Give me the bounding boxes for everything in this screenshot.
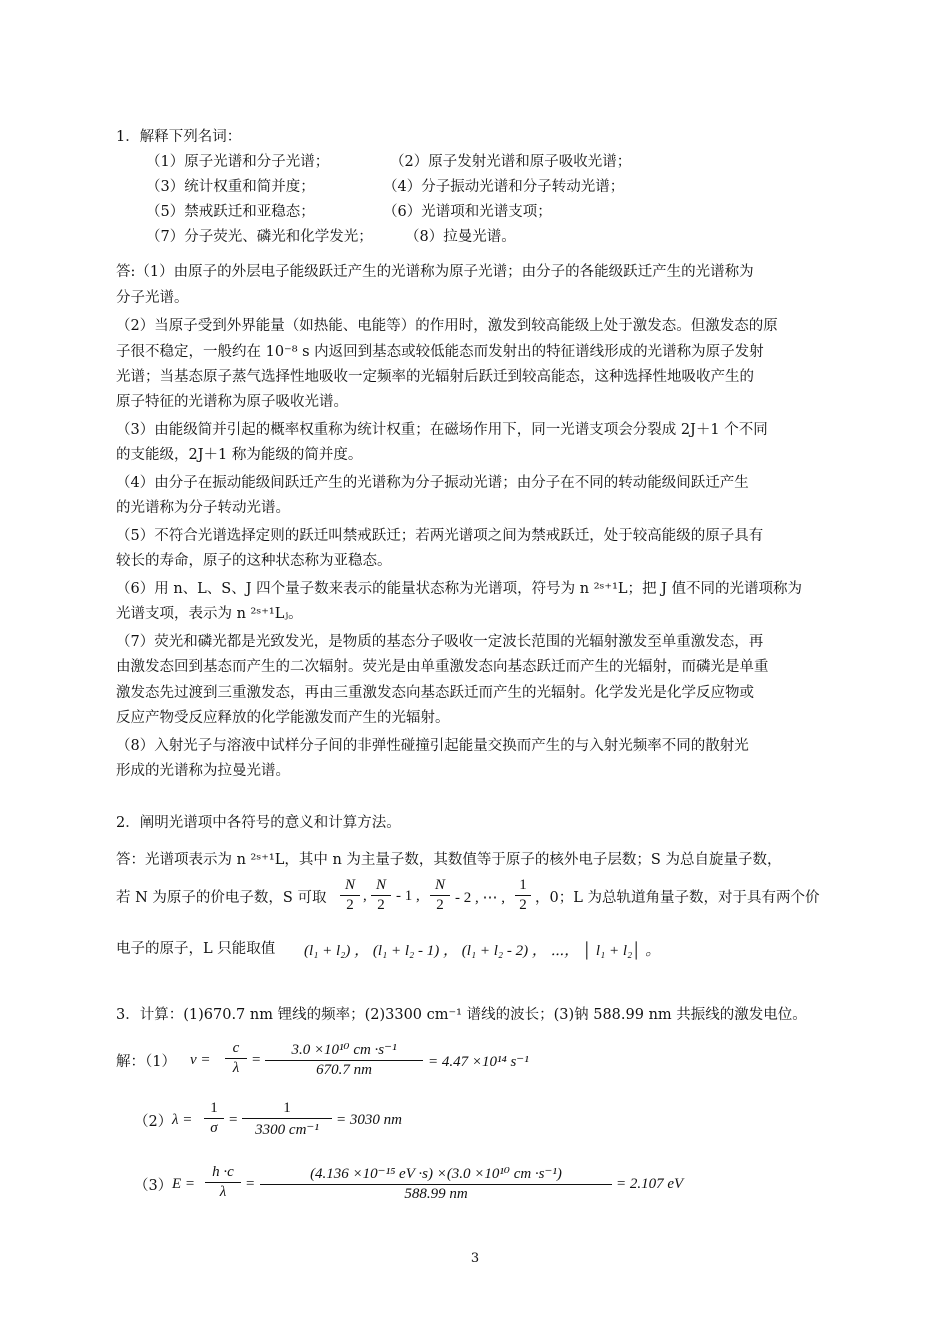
answer-line: （2）当原子受到外界能量（如热能、电能等）的作用时，激发到较高能级上处于激发态。但激发态的原 xyxy=(116,318,778,334)
q2-answer-line3-prefix: 电子的原子，L 只能取值 xyxy=(116,941,276,957)
answer-line: 答:（1）由原子的外层电子能级跃迁产生的光谱称为原子光谱；由分子的各能级跃迁产生的光谱称为 xyxy=(116,264,754,280)
page-number: 3 xyxy=(470,1251,480,1266)
fraction-n-over-2: $\frac{N}{2}$ xyxy=(430,877,450,914)
equals-sign: = xyxy=(229,1112,238,1128)
answer-line: 形成的光谱称为拉曼光谱。 xyxy=(116,763,290,779)
answer-line: 的支能级，2J＋1 称为能级的简并度。 xyxy=(116,447,363,463)
q2-answer-line2-suffix: ，0；L 为总轨道角量子数，对于具有两个价 xyxy=(535,890,820,906)
fraction-tail: - 2 , ⋯ , xyxy=(455,890,505,906)
q1-item: （2）原子发射光谱和原子吸收光谱； xyxy=(390,154,632,170)
eq2-fraction-value: $\frac{1}{\text{3300 cm⁻¹}}$ xyxy=(242,1100,332,1139)
eq2-lhs: λ = xyxy=(172,1112,193,1128)
fraction-tail: - 1 , xyxy=(396,888,420,904)
eq2-fraction: $\frac{1}{\sigma}$ xyxy=(204,1100,224,1137)
eq1-result: = 4.47 ×10¹⁴ s⁻¹ xyxy=(428,1054,529,1070)
answer-line: 的光谱称为分子转动光谱。 xyxy=(116,500,290,516)
answer-line: 由激发态回到基态而产生的二次辐射。荧光是由单重激发态向基态跃迁而产生的光辐射，而磷光是单重 xyxy=(116,659,769,675)
eq3-label: （3） xyxy=(134,1178,173,1194)
answer-line: （4）由分子在振动能级间跃迁产生的光谱称为分子振动光谱；由分子在不同的转动能级间跃迁产生 xyxy=(116,475,749,491)
fraction-1-over-2: $\frac{1}{2}$ xyxy=(515,877,531,914)
q2-answer-line2-prefix: 若 N 为原子的价电子数，S 可取 xyxy=(116,890,327,906)
q1-title: 1．解释下列名词： xyxy=(116,129,242,145)
answer-line: 较长的寿命，原子的这种状态称为亚稳态。 xyxy=(116,553,392,569)
equals-sign: = xyxy=(246,1176,255,1192)
eq3-fraction-value: $\frac{\text{(4.136 ×10⁻¹⁵ eV ·s) ×(3.0 ×10¹⁰ cm ·s⁻¹)}}{588.99 nm}$ xyxy=(260,1164,612,1203)
eq2-label: （2） xyxy=(134,1114,173,1130)
fraction-tail: , xyxy=(363,888,367,904)
answer-line: （7）荧光和磷光都是光致发光，是物质的基态分子吸收一定波长范围的光辐射激发至单重激发态，再 xyxy=(116,634,764,650)
fraction-n-over-2: $\frac{N}{2}$ xyxy=(340,877,360,914)
equals-sign: = xyxy=(252,1052,261,1068)
q1-item: （8）拉曼光谱。 xyxy=(405,229,516,245)
fraction-n-over-2: $\frac{N}{2}$ xyxy=(371,877,391,914)
q1-item: （5）禁戒跃迁和亚稳态； xyxy=(146,204,315,220)
answer-line: 激发态先过渡到三重激发态，再由三重激发态向基态跃迁而产生的光辐射。化学发光是化学反应物或 xyxy=(116,685,754,701)
q1-item: （3）统计权重和简并度； xyxy=(146,179,315,195)
q1-item: （1）原子光谱和分子光谱； xyxy=(146,154,330,170)
answer-line: 原子特征的光谱称为原子吸收光谱。 xyxy=(116,394,348,410)
eq2-result: = 3030 nm xyxy=(336,1112,402,1128)
eq1-fraction-value: $\frac{\text{3.0 ×10¹⁰ cm ·s⁻¹}}{670.7 nm}$ xyxy=(265,1040,423,1079)
eq3-fraction: $\frac{h \cdot c}{\lambda}$ xyxy=(205,1164,241,1201)
q1-item: （7）分子荧光、磷光和化学发光； xyxy=(146,229,373,245)
answer-line: 光谱支项，表示为 n ²ˢ⁺¹Lⱼ。 xyxy=(116,606,303,622)
answer-line: 反应产物受反应释放的化学能激发而产生的光辐射。 xyxy=(116,710,450,726)
eq1-fraction: $\frac{c}{\lambda}$ xyxy=(225,1040,247,1077)
q1-item: （6）光谱项和光谱支项； xyxy=(383,204,552,220)
solution-label: 解：（1） xyxy=(116,1054,176,1070)
q2-title: 2．阐明光谱项中各符号的意义和计算方法。 xyxy=(116,815,401,831)
q2-answer-line1: 答：光谱项表示为 n ²ˢ⁺¹L，其中 n 为主量子数，其数值等于原子的核外电子层数；S 为总自旋量子数， xyxy=(116,852,782,868)
answer-line: （8）入射光子与溶液中试样分子间的非弹性碰撞引起能量交换而产生的与入射光频率不同的散射光 xyxy=(116,738,749,754)
answer-line: 子很不稳定，一般约在 10⁻⁸ s 内返回到基态或较低能态而发射出的特征谱线形成的光谱称为原子发射 xyxy=(116,344,764,360)
q3-title: 3．计算：(1)670.7 nm 锂线的频率；(2)3300 cm⁻¹ 谱线的波长；(3)钠 588.99 nm 共振线的激发电位。 xyxy=(116,1007,807,1023)
answer-line: 分子光谱。 xyxy=(116,290,189,306)
eq3-lhs: E = xyxy=(172,1176,196,1192)
q1-item: （4）分子振动光谱和分子转动光谱； xyxy=(383,179,625,195)
l-values: (l₁ + l₂) ， (l₁ + l₂ - 1) ， (l₁ + l₂ - 2) ， ⋯， │ l₁ + l₂│ 。 xyxy=(304,943,661,959)
eq3-result: = 2.107 eV xyxy=(616,1176,684,1192)
answer-line: （5）不符合光谱选择定则的跃迁叫禁戒跃迁；若两光谱项之间为禁戒跃迁，处于较高能级的原子具有 xyxy=(116,528,764,544)
answer-line: 光谱；当基态原子蒸气选择性地吸收一定频率的光辐射后跃迁到较高能态，这种选择性地吸收产生的 xyxy=(116,369,754,385)
answer-line: （3）由能级简并引起的概率权重称为统计权重；在磁场作用下，同一光谱支项会分裂成 2J＋1 个不同 xyxy=(116,422,768,438)
answer-line: （6）用 n、L、S、J 四个量子数来表示的能量状态称为光谱项，符号为 n ²ˢ⁺¹L；把 J 值不同的光谱项称为 xyxy=(116,581,803,597)
eq1-lhs: ν = xyxy=(190,1052,211,1068)
